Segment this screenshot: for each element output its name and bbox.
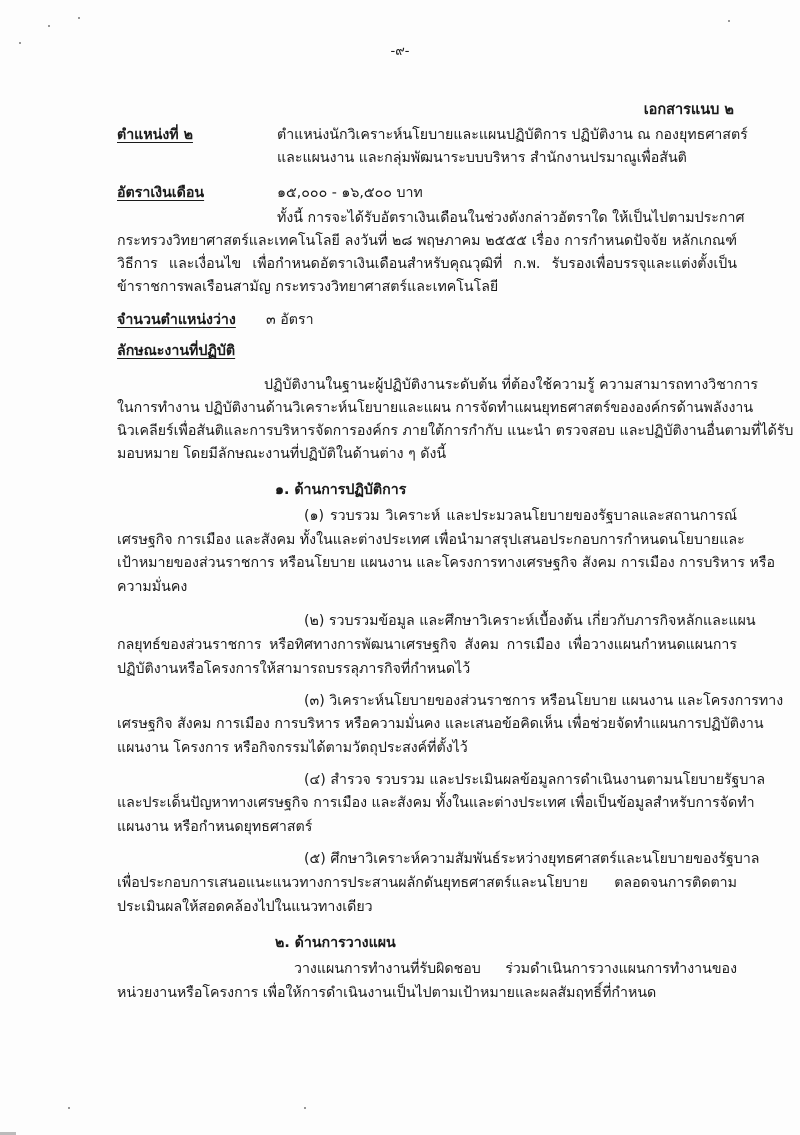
position-title-line: ตำแหน่งนักวิเคราะห์นโยบายและแผนปฏิบัติการ ปฏิบัติงาน ณ กองยุทธศาสตร์ xyxy=(277,127,748,143)
duty-item-line: และประเด็นปัญหาทางเศรษฐกิจ การเมือง และสังคม ทั้งในและต่างประเทศ เพื่อเป็นข้อมูลสำหรับการจัดทำ xyxy=(117,795,755,811)
job-intro-line: มอบหมาย โดยมีลักษณะงานที่ปฏิบัติในด้านต่าง ๆ ดังนี้ xyxy=(117,446,447,462)
duty-item-line: กลยุทธ์ของส่วนราชการ หรือทิศทางการพัฒนาเศรษฐกิจ สังคม การเมือง เพื่อวางแผนกำหนดแผนการ xyxy=(117,637,737,653)
duty-item-line: (๓) วิเคราะห์นโยบายของส่วนราชการ หรือนโยบาย แผนงาน และโครงการทาง xyxy=(304,693,784,709)
vacancies-value: ๓ อัตรา xyxy=(266,312,314,328)
job-intro-line: นิวเคลียร์เพื่อสันติและการบริหารจัดการองค์กร ภายใต้การกำกับ แนะนำ ตรวจสอบ และปฏิบัติงานอื่นตามที่ได้รับ xyxy=(117,423,794,439)
duty-item-line: ปฏิบัติงานหรือโครงการให้สามารถบรรลุภารกิจที่กำหนดไว้ xyxy=(117,661,471,677)
duty-item-line: เพื่อประกอบการเสนอแนะแนวทางการประสานผลักดันยุทธศาสตร์และนโยบาย ตลอดจนการติดตาม xyxy=(117,875,737,891)
duty-item-line: (๔) สำรวจ รวบรวม และประเมินผลข้อมูลการดำเนินงานตามนโยบายรัฐบาล xyxy=(304,772,766,788)
duty-item-line: เศรษฐกิจ การเมือง และสังคม ทั้งในและต่างประเทศ เพื่อนำมาสรุปเสนอประกอบการกำหนดนโยบายและ xyxy=(117,532,745,548)
salary-note-line: ข้าราชการพลเรือนสามัญ กระทรวงวิทยาศาสตร์และเทคโนโลยี xyxy=(117,279,499,295)
scan-speck xyxy=(304,1107,306,1109)
duty-item-line: (๕) ศึกษาวิเคราะห์ความสัมพันธ์ระหว่างยุทธศาสตร์และนโยบายของรัฐบาล xyxy=(304,851,760,867)
job-intro-line: ในการทำงาน ปฏิบัติงานด้านวิเคราะห์นโยบายและแผน การจัดทำแผนยุทธศาสตร์ขององค์กรด้านพลังงาน xyxy=(117,400,754,416)
duty-item-line: เศรษฐกิจ สังคม การเมือง การบริหาร หรือความมั่นคง และเสนอข้อคิดเห็น เพื่อช่วยจัดทำแผนการปฏิบัติงาน xyxy=(117,716,764,732)
scan-speck xyxy=(78,17,80,19)
salary-note-line: กระทรวงวิทยาศาสตร์และเทคโนโลยี ลงวันที่ ๒๘ พฤษภาคม ๒๕๕๕ เรื่อง การกำหนดปัจจัย หลักเกณฑ์ xyxy=(117,233,737,249)
job-intro-line: ปฏิบัติงานในฐานะผู้ปฏิบัติงานระดับต้น ที่ต้องใช้ความรู้ ความสามารถทางวิชาการ xyxy=(264,377,759,393)
duty-item-line: ความมั่นคง xyxy=(117,579,188,595)
planning-line: วางแผนการทำงานที่รับผิดชอบ ร่วมดำเนินการวางแผนการทำงานของ xyxy=(294,961,737,977)
salary-note-line: ทั้งนี้ การจะได้รับอัตราเงินเดือนในช่วงดังกล่าวอัตราใด ให้เป็นไปตามประกาศ xyxy=(277,210,745,226)
scan-speck xyxy=(48,25,50,27)
salary-note-line: วิธีการ และเงื่อนไข เพื่อกำหนดอัตราเงินเดือนสำหรับคุณวุฒิที่ ก.พ. รับรองเพื่อบรรจุและแต่งตั้งเป็น xyxy=(117,256,737,272)
duty-item-line: แผนงาน โครงการ หรือกิจกรรมได้ตามวัตถุประสงค์ที่ตั้งไว้ xyxy=(117,740,468,756)
planning-line: หน่วยงานหรือโครงการ เพื่อให้การดำเนินงานเป็นไปตามเป้าหมายและผลสัมฤทธิ์ที่กำหนด xyxy=(117,985,657,1001)
job-description-label: ลักษณะงานที่ปฏิบัติ xyxy=(117,343,236,359)
duty-item-line: เป้าหมายของส่วนราชการ หรือนโยบาย แผนงาน และโครงการทางเศรษฐกิจ สังคม การเมือง การบริหาร หรือ xyxy=(117,555,775,571)
position-title-line: และแผนงาน และกลุ่มพัฒนาระบบบริหาร สำนักงานปรมาณูเพื่อสันติ xyxy=(277,150,687,166)
salary-label: อัตราเงินเดือน xyxy=(117,185,205,201)
duty-item-line: (๒) รวบรวมข้อมูล และศึกษาวิเคราะห์เบื้องต้น เกี่ยวกับภารกิจหลักและแผน xyxy=(304,613,756,629)
section-heading-planning: ๒. ด้านการวางแผน xyxy=(275,935,396,951)
duty-item-line: (๑) รวบรวม วิเคราะห์ และประมวลนโยบายของรัฐบาลและสถานการณ์ xyxy=(304,508,737,524)
salary-value: ๑๕,๐๐๐ - ๑๖,๕๐๐ บาท xyxy=(277,185,423,201)
scan-speck xyxy=(728,20,730,22)
position-label: ตำแหน่งที่ ๒ xyxy=(117,127,193,143)
attachment-label: เอกสารแนบ ๒ xyxy=(643,102,734,118)
duty-item-line: ประเมินผลให้สอดคล้องไปในแนวทางเดียว xyxy=(117,899,373,915)
section-heading-operations: ๑. ด้านการปฏิบัติการ xyxy=(275,482,407,498)
page-number: -๙- xyxy=(390,44,410,59)
duty-item-line: แผนงาน หรือกำหนดยุทธศาสตร์ xyxy=(117,819,313,835)
scan-speck xyxy=(68,1107,70,1109)
vacancies-label: จำนวนตำแหน่งว่าง xyxy=(117,312,236,328)
